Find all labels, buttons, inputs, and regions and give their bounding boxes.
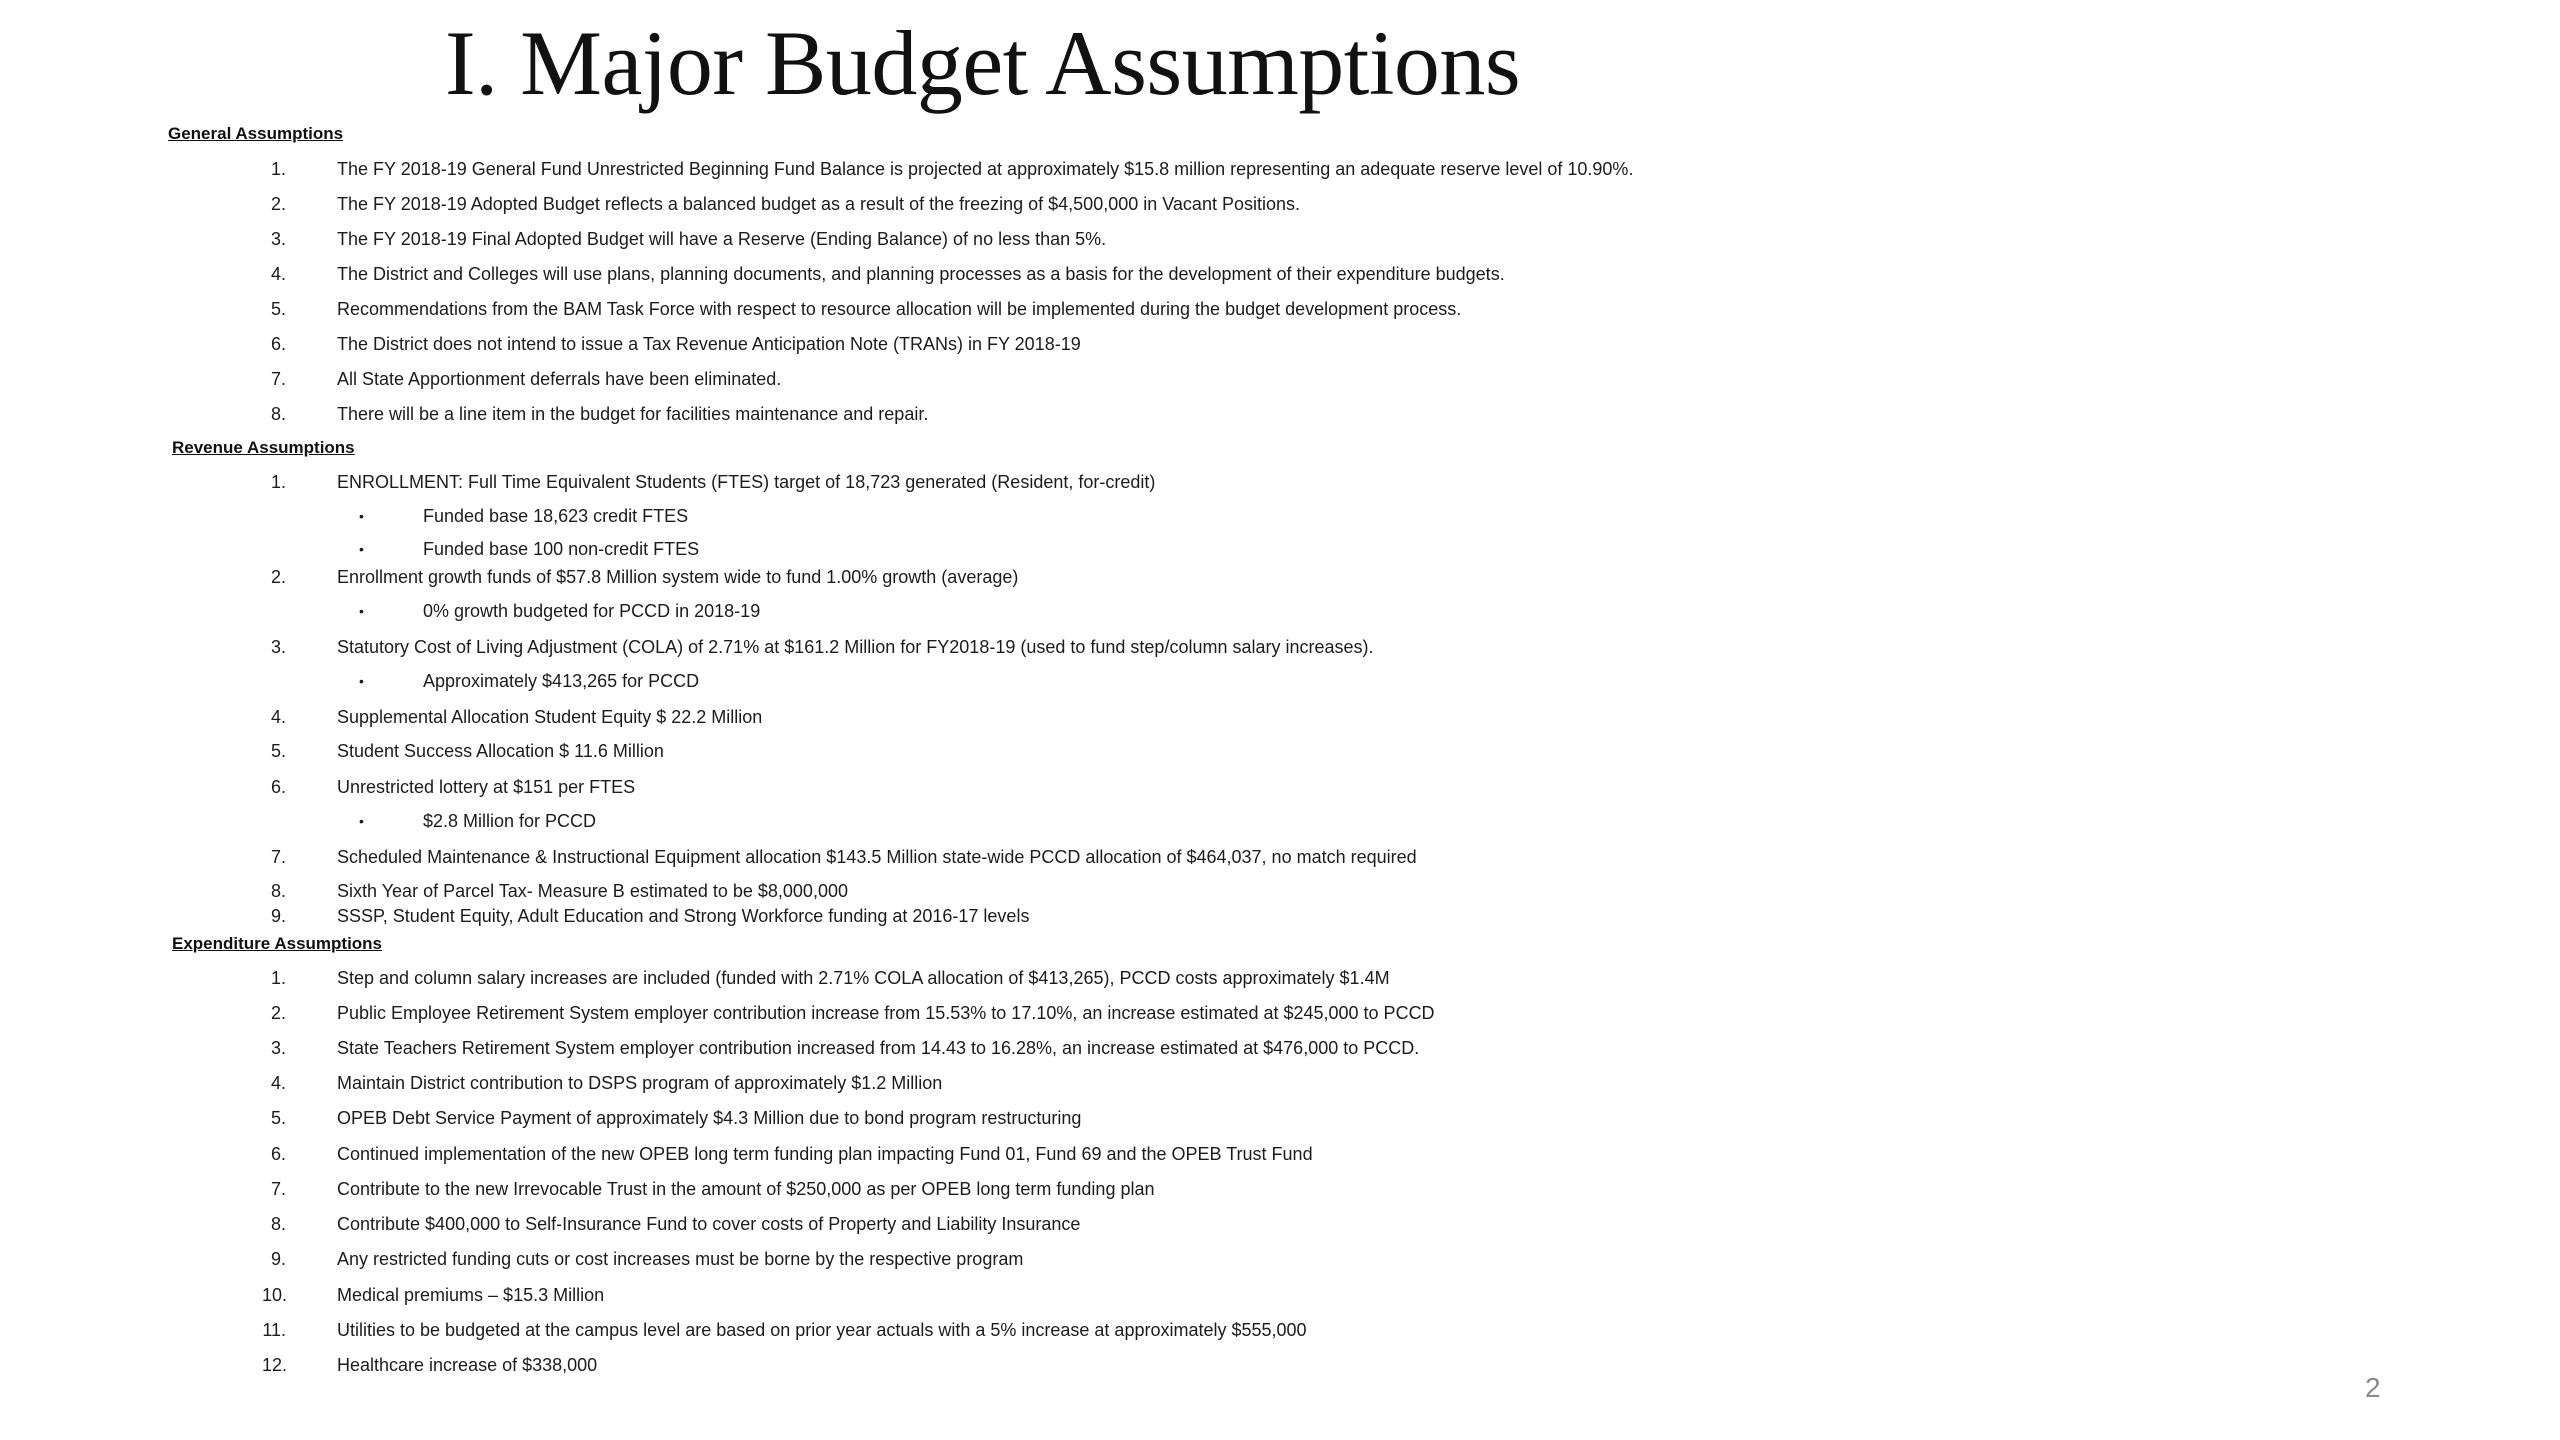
item-number: 5. [270,1108,286,1128]
item-text: The FY 2018-19 General Fund Unrestricted Beginning Fund Balance is projected at approximately $15.8 million representing an adequate reserve level of 10.90%. [337,159,1634,179]
item-number: 2. [270,567,286,587]
item-text: Step and column salary increases are included (funded with 2.71% COLA allocation of $413,265), PCCD costs approximately $1.4M [337,968,1390,988]
item-text: Sixth Year of Parcel Tax- Measure B estimated to be $8,000,000 [337,881,848,901]
bullet-icon: • [359,603,364,619]
item-number: 3. [270,1038,286,1058]
item-text: Statutory Cost of Living Adjustment (COLA) of 2.71% at $161.2 Million for FY2018-19 (used to fund step/column salary increases). [337,637,1374,657]
item-text: Maintain District contribution to DSPS program of approximately $1.2 Million [337,1073,943,1093]
item-number: 2. [270,1003,286,1023]
item-text: Contribute to the new Irrevocable Trust in the amount of $250,000 as per OPEB long term funding plan [337,1179,1155,1199]
page-number: 2 [2365,1372,2381,1403]
item-number: 6. [270,1144,286,1164]
item-number: 6. [270,777,286,797]
bullet-icon: • [359,813,364,829]
bullet-text: $2.8 Million for PCCD [423,811,597,831]
section-heading: Revenue Assumptions [172,438,355,457]
bullet-icon: • [359,541,364,557]
item-text: The District does not intend to issue a Tax Revenue Anticipation Note (TRANs) in FY 2018-19 [337,334,1081,354]
item-text: The FY 2018-19 Final Adopted Budget will have a Reserve (Ending Balance) of no less than 5%. [337,229,1107,249]
item-text: The FY 2018-19 Adopted Budget reflects a balanced budget as a result of the freezing of $4,500,000 in Vacant Positions. [337,194,1300,214]
item-number: 7. [270,369,286,389]
item-number: 3. [270,229,286,249]
item-number: 8. [270,1214,286,1234]
item-text: Scheduled Maintenance & Instructional Equipment allocation $143.5 Million state-wide PCCD allocation of $464,037, no match required [337,847,1417,867]
item-text: Utilities to be budgeted at the campus level are based on prior year actuals with a 5% increase at approximately $555,000 [337,1320,1307,1340]
item-number: 7. [270,847,286,867]
item-number: 11. [262,1320,286,1340]
item-text: ENROLLMENT: Full Time Equivalent Students (FTES) target of 18,723 generated (Resident, for-credit) [337,472,1156,492]
item-text: Continued implementation of the new OPEB long term funding plan impacting Fund 01, Fund 69 and the OPEB Trust Fund [337,1144,1313,1164]
bullet-text: Funded base 100 non-credit FTES [423,539,700,559]
bullet-icon: • [359,508,364,524]
item-text: Supplemental Allocation Student Equity $ 22.2 Million [337,707,763,727]
section-heading: General Assumptions [168,124,344,143]
item-text: Contribute $400,000 to Self-Insurance Fund to cover costs of Property and Liability Insurance [337,1214,1081,1234]
bullet-text: Approximately $413,265 for PCCD [423,671,700,691]
item-number: 5. [270,299,286,319]
item-number: 1. [270,968,286,988]
item-text: Recommendations from the BAM Task Force with respect to resource allocation will be implemented during the budget development process. [337,299,1462,319]
item-text: Medical premiums – $15.3 Million [337,1285,605,1305]
item-number: 1. [270,472,286,492]
item-number: 4. [270,707,286,727]
item-text: Enrollment growth funds of $57.8 Million system wide to fund 1.00% growth (average) [337,567,1019,587]
item-number: 12. [262,1355,288,1375]
item-number: 2. [270,194,286,214]
item-text: Unrestricted lottery at $151 per FTES [337,777,636,797]
item-text: The District and Colleges will use plans, planning documents, and planning processes as a basis for the development of their expenditure budgets. [337,264,1505,284]
item-number: 4. [270,264,286,284]
item-number: 3. [270,637,286,657]
item-text: Student Success Allocation $ 11.6 Million [337,741,664,761]
item-text: Any restricted funding cuts or cost increases must be borne by the respective program [337,1249,1024,1269]
item-number: 6. [270,334,286,354]
item-number: 1. [270,159,286,179]
bullet-icon: • [359,673,364,689]
item-number: 8. [270,404,286,424]
item-number: 9. [270,1249,286,1269]
item-text: Public Employee Retirement System employer contribution increase from 15.53% to 17.10%, an increase estimated at $245,000 to PCCD [337,1003,1435,1023]
section-heading: Expenditure Assumptions [172,934,383,953]
bullet-text: Funded base 18,623 credit FTES [423,506,689,526]
item-text: SSSP, Student Equity, Adult Education and Strong Workforce funding at 2016-17 levels [337,906,1030,926]
bullet-text: 0% growth budgeted for PCCD in 2018-19 [423,601,761,621]
item-text: There will be a line item in the budget for facilities maintenance and repair. [337,404,929,424]
page-title: I. Major Budget Assumptions [445,12,1521,114]
item-number: 7. [270,1179,286,1199]
item-text: All State Apportionment deferrals have been eliminated. [337,369,782,389]
item-text: State Teachers Retirement System employer contribution increased from 14.43 to 16.28%, an increase estimated at $476,000 to PCCD. [337,1038,1420,1058]
item-number: 9. [270,906,286,926]
item-number: 5. [270,741,286,761]
item-number: 8. [270,881,286,901]
item-text: Healthcare increase of $338,000 [337,1355,598,1375]
item-text: OPEB Debt Service Payment of approximately $4.3 Million due to bond program restructuring [337,1108,1082,1128]
item-number: 10. [262,1285,288,1305]
item-number: 4. [270,1073,286,1093]
